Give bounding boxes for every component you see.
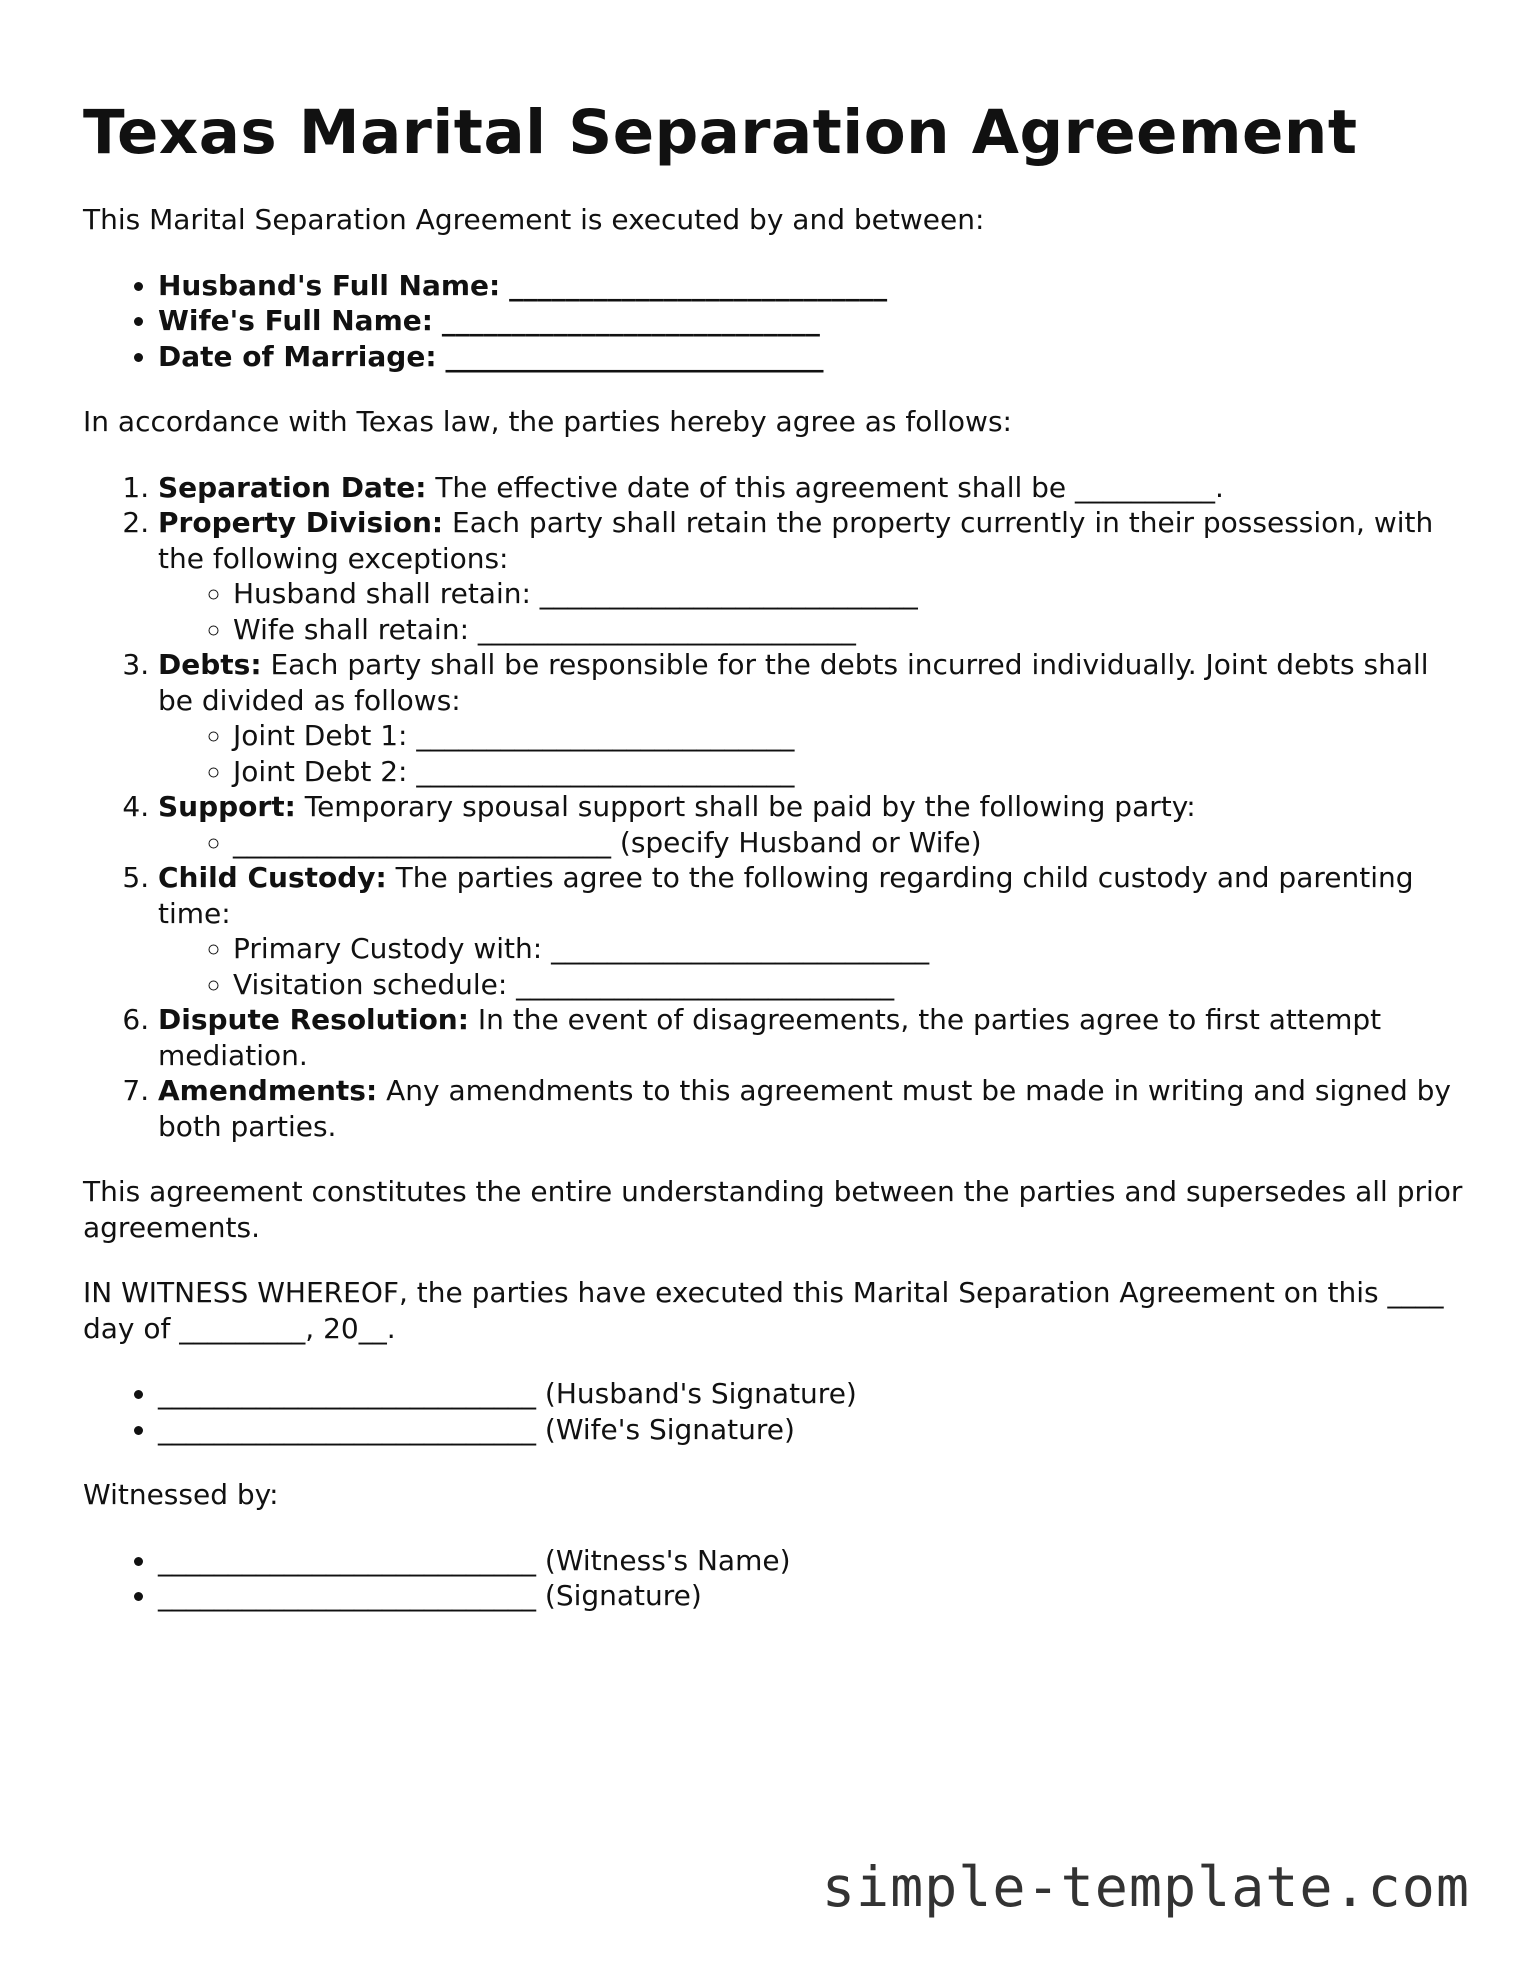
witness-line: • ___________________________ (Signature) <box>158 1578 1463 1614</box>
sub-item: ◦ Wife shall retain: ___________________________ <box>233 612 1463 648</box>
party-marriage-date <box>158 339 1463 375</box>
term-debts <box>158 647 1463 789</box>
sub-item: ◦ ___________________________ (specify Husband or Wife) <box>233 825 1463 861</box>
term-separation-date <box>158 470 1463 506</box>
term-label: Separation Date: <box>158 470 427 504</box>
term-dispute-resolution <box>158 1002 1463 1073</box>
term-label: Debts: <box>158 648 262 682</box>
party-blank: ___________________________ <box>509 268 888 302</box>
witness-line: • ___________________________ (Witness's Name) <box>158 1543 1463 1579</box>
term-sublist <box>158 718 1463 789</box>
document-page <box>83 98 1463 1644</box>
term-text: Each party shall retain the property currently in their possession, with the following exceptions: <box>158 506 1434 575</box>
party-husband <box>158 268 1463 304</box>
term-text: Each party shall be responsible for the debts incurred individually. Joint debts shall be divided as follows: <box>158 648 1429 717</box>
witness-list <box>83 1543 1463 1614</box>
party-label: Wife's Full Name: <box>158 304 433 338</box>
intro-paragraph: This Marital Separation Agreement is executed by and between: <box>83 203 985 237</box>
term-label: Property Division: <box>158 506 444 540</box>
parties-list <box>83 268 1463 375</box>
term-label: Dispute Resolution: <box>158 1003 469 1037</box>
term-property-division <box>158 505 1463 647</box>
term-child-custody <box>158 860 1463 1002</box>
watermark-text: simple-template.com <box>821 1855 1470 1919</box>
witness-whereof-paragraph: IN WITNESS WHEREOF, the parties have executed this Marital Separation Agreement on this ____ day of _________, 20__. <box>83 1276 1444 1345</box>
signature-line: • ___________________________ (Wife's Signature) <box>158 1412 1463 1448</box>
term-sublist <box>158 576 1463 647</box>
term-label: Child Custody: <box>158 861 387 895</box>
accordance-paragraph: In accordance with Texas law, the parties hereby agree as follows: <box>83 405 1012 439</box>
term-text: The effective date of this agreement shall be __________. <box>435 470 1224 504</box>
witnessed-by-label: Witnessed by: <box>83 1478 279 1512</box>
document-title: Texas Marital Separation Agreement <box>83 97 1358 168</box>
entire-agreement-paragraph: This agreement constitutes the entire understanding between the parties and supersedes all prior agreements. <box>83 1175 1463 1244</box>
term-text: The parties agree to the following regarding child custody and parenting time: <box>158 861 1414 930</box>
signature-line: • ___________________________ (Husband's Signature) <box>158 1376 1463 1412</box>
sub-item: ◦ Primary Custody with: ___________________________ <box>233 931 1463 967</box>
party-blank: ___________________________ <box>441 304 820 338</box>
term-text: Any amendments to this agreement must be made in writing and signed by both parties. <box>158 1074 1451 1143</box>
party-label: Husband's Full Name: <box>158 268 501 302</box>
term-amendments <box>158 1073 1463 1144</box>
sub-item: ◦ Joint Debt 1: ___________________________ <box>233 718 1463 754</box>
term-sublist <box>158 825 1463 861</box>
party-blank: ___________________________ <box>445 339 824 373</box>
term-label: Amendments: <box>158 1074 378 1108</box>
terms-list <box>83 470 1463 1145</box>
party-label: Date of Marriage: <box>158 339 437 373</box>
term-text: Temporary spousal support shall be paid by the following party: <box>304 790 1196 824</box>
term-label: Support: <box>158 790 296 824</box>
sub-item: ◦ Husband shall retain: ___________________________ <box>233 576 1463 612</box>
signature-list <box>83 1376 1463 1447</box>
term-support <box>158 789 1463 860</box>
sub-item: ◦ Joint Debt 2: ___________________________ <box>233 754 1463 790</box>
term-text: In the event of disagreements, the parties agree to first attempt mediation. <box>158 1003 1382 1072</box>
sub-item: ◦ Visitation schedule: ___________________________ <box>233 967 1463 1003</box>
party-wife <box>158 303 1463 339</box>
term-sublist <box>158 931 1463 1002</box>
